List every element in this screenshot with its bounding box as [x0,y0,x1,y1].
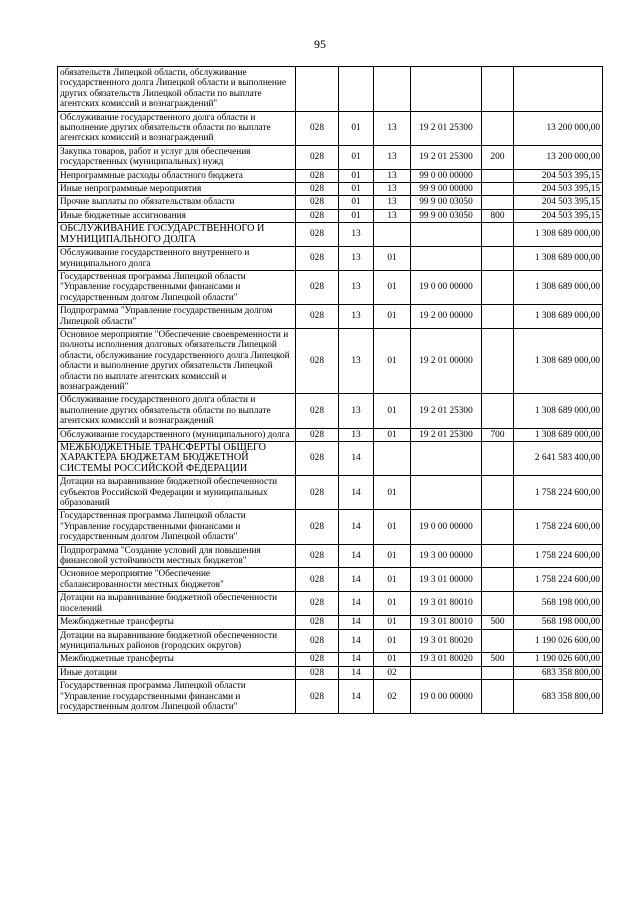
cell-subsection-code: 13 [374,111,411,145]
cell-target-article: 19 2 01 25300 [411,394,482,428]
cell-ministry-code: 028 [296,428,339,441]
table-row [58,680,603,714]
cell-ministry-code: 028 [296,111,339,145]
cell-section-code: 13 [339,223,374,247]
cell-expense-type [482,442,514,476]
table-row [58,145,603,169]
cell-amount: 1 308 689 000,00 [514,223,603,247]
cell-amount: 1 308 689 000,00 [514,394,603,428]
cell-subsection-code: 01 [374,510,411,544]
cell-amount: 13 200 000,00 [514,111,603,145]
cell-target-article: 19 3 00 00000 [411,544,482,568]
cell-subsection-code: 01 [374,568,411,592]
table-row [58,223,603,247]
budget-table [57,66,603,714]
cell-subsection-code [374,442,411,476]
table-row [58,629,603,653]
cell-subsection-code: 13 [374,145,411,169]
cell-ministry-code: 028 [296,592,339,616]
cell-name: Обслуживание государственного внутреннего и муниципального долга [58,247,296,271]
page-number: 95 [314,37,326,51]
cell-section-code: 13 [339,270,374,304]
cell-name: МЕЖБЮДЖЕТНЫЕ ТРАНСФЕРТЫ ОБЩЕГО ХАРАКТЕРА БЮДЖЕТАМ БЮДЖЕТНОЙ СИСТЕМЫ РОССИЙСКОЙ ФЕДЕРАЦИИ [58,442,296,476]
cell-target-article: 19 3 01 00000 [411,568,482,592]
cell-name: Дотации на выравнивание бюджетной обеспеченности субъектов Российской Федерации и муниципальных образований [58,476,296,510]
cell-ministry-code: 028 [296,270,339,304]
cell-name: Прочие выплаты по обязательствам области [58,196,296,209]
cell-name: Закупка товаров, работ и услуг для обеспечения государственных (муниципальных) нужд [58,145,296,169]
cell-subsection-code: 01 [374,592,411,616]
cell-target-article: 99 9 00 00000 [411,183,482,196]
cell-amount: 1 308 689 000,00 [514,328,603,393]
cell-section-code: 01 [339,183,374,196]
cell-expense-type [482,476,514,510]
cell-amount: 1 758 224 600,00 [514,476,603,510]
table-row [58,592,603,616]
cell-name: Межбюджетные трансферты [58,653,296,666]
table-row [58,428,603,441]
table-row [58,616,603,629]
table-row [58,666,603,679]
cell-subsection-code [374,67,411,112]
cell-amount: 1 758 224 600,00 [514,544,603,568]
cell-expense-type [482,394,514,428]
table-row [58,510,603,544]
table-row [58,67,603,112]
cell-amount: 568 198 000,00 [514,616,603,629]
cell-amount: 683 358 800,00 [514,666,603,679]
cell-ministry-code: 028 [296,196,339,209]
cell-amount: 1 308 689 000,00 [514,247,603,271]
cell-target-article: 99 0 00 00000 [411,169,482,182]
cell-expense-type [482,328,514,393]
cell-expense-type [482,223,514,247]
cell-ministry-code: 028 [296,544,339,568]
cell-amount [514,67,603,112]
cell-section-code: 13 [339,428,374,441]
cell-ministry-code: 028 [296,247,339,271]
cell-section-code: 14 [339,568,374,592]
table-body [58,67,603,714]
cell-subsection-code: 01 [374,328,411,393]
cell-target-article: 19 3 01 80020 [411,629,482,653]
cell-target-article: 19 2 01 25300 [411,428,482,441]
cell-subsection-code: 13 [374,169,411,182]
cell-section-code: 14 [339,616,374,629]
cell-expense-type [482,183,514,196]
cell-amount: 1 190 026 600,00 [514,629,603,653]
cell-expense-type [482,305,514,329]
cell-amount: 1 308 689 000,00 [514,428,603,441]
cell-target-article: 19 0 00 00000 [411,510,482,544]
cell-ministry-code: 028 [296,666,339,679]
cell-target-article: 99 9 00 03050 [411,196,482,209]
cell-name: Основное мероприятие "Обеспечение сбалансированности местных бюджетов" [58,568,296,592]
cell-section-code: 13 [339,247,374,271]
cell-expense-type: 800 [482,209,514,222]
cell-name: Обслуживание государственного долга области и выполнение других обязательств области по выплате агентских комиссий и вознаграждений [58,394,296,428]
cell-amount: 13 200 000,00 [514,145,603,169]
cell-target-article: 19 2 01 25300 [411,111,482,145]
cell-expense-type [482,247,514,271]
cell-name: Государственная программа Липецкой области "Управление государственными финансами и государственным долгом Липецкой области" [58,680,296,714]
cell-subsection-code: 01 [374,616,411,629]
cell-expense-type: 200 [482,145,514,169]
cell-section-code: 14 [339,666,374,679]
cell-expense-type [482,67,514,112]
cell-section-code: 14 [339,442,374,476]
cell-subsection-code: 01 [374,247,411,271]
table-row [58,169,603,182]
cell-ministry-code: 028 [296,209,339,222]
cell-ministry-code: 028 [296,442,339,476]
cell-target-article: 19 2 01 00000 [411,328,482,393]
cell-subsection-code: 01 [374,476,411,510]
cell-section-code: 14 [339,544,374,568]
table-row [58,544,603,568]
cell-target-article: 19 3 01 80020 [411,653,482,666]
cell-expense-type: 500 [482,653,514,666]
cell-section-code: 01 [339,169,374,182]
cell-ministry-code: 028 [296,653,339,666]
cell-name: Иные непрограммные мероприятия [58,183,296,196]
cell-subsection-code: 01 [374,629,411,653]
cell-section-code: 14 [339,629,374,653]
cell-expense-type: 500 [482,616,514,629]
cell-ministry-code [296,67,339,112]
cell-expense-type [482,510,514,544]
cell-expense-type [482,629,514,653]
cell-name: Иные бюджетные ассигнования [58,209,296,222]
cell-amount: 1 190 026 600,00 [514,653,603,666]
cell-ministry-code: 028 [296,223,339,247]
cell-ministry-code: 028 [296,616,339,629]
cell-target-article: 99 9 00 03050 [411,209,482,222]
cell-subsection-code: 01 [374,544,411,568]
cell-expense-type [482,196,514,209]
cell-section-code: 01 [339,196,374,209]
table-row [58,305,603,329]
cell-target-article [411,442,482,476]
cell-name: Иные дотации [58,666,296,679]
cell-name: Государственная программа Липецкой области "Управление государственными финансами и государственным долгом Липецкой области" [58,510,296,544]
cell-name: Межбюджетные трансферты [58,616,296,629]
table-row [58,247,603,271]
cell-name: Обслуживание государственного (муниципального) долга [58,428,296,441]
cell-expense-type: 700 [482,428,514,441]
cell-target-article: 19 2 00 00000 [411,305,482,329]
cell-amount: 204 503 395,15 [514,169,603,182]
cell-target-article: 19 3 01 80010 [411,592,482,616]
cell-ministry-code: 028 [296,476,339,510]
cell-expense-type [482,592,514,616]
cell-target-article [411,223,482,247]
cell-subsection-code: 13 [374,183,411,196]
cell-expense-type [482,568,514,592]
table-row [58,442,603,476]
cell-target-article [411,476,482,510]
cell-subsection-code: 13 [374,196,411,209]
cell-section-code: 14 [339,680,374,714]
cell-amount: 568 198 000,00 [514,592,603,616]
cell-section-code: 14 [339,653,374,666]
cell-amount: 683 358 800,00 [514,680,603,714]
cell-section-code: 13 [339,305,374,329]
cell-subsection-code: 02 [374,680,411,714]
table-row [58,568,603,592]
cell-amount: 1 308 689 000,00 [514,305,603,329]
cell-name: Подпрограмма "Управление государственным долгом Липецкой области" [58,305,296,329]
cell-name: обязательств Липецкой области, обслуживание государственного долга Липецкой области и выполнение других обязательств Липецкой области по выплате агентских комиссий и вознаграждений" [58,67,296,112]
cell-amount: 204 503 395,15 [514,196,603,209]
cell-target-article: 19 0 00 00000 [411,270,482,304]
cell-subsection-code: 01 [374,653,411,666]
cell-ministry-code: 028 [296,568,339,592]
cell-ministry-code: 028 [296,510,339,544]
cell-ministry-code: 028 [296,183,339,196]
cell-ministry-code: 028 [296,328,339,393]
table-row [58,209,603,222]
cell-expense-type [482,270,514,304]
cell-subsection-code: 01 [374,394,411,428]
cell-expense-type [482,111,514,145]
cell-name: Подпрограмма "Создание условий для повышения финансовой устойчивости местных бюджетов" [58,544,296,568]
table-row [58,183,603,196]
cell-amount: 204 503 395,15 [514,209,603,222]
cell-ministry-code: 028 [296,629,339,653]
cell-amount: 204 503 395,15 [514,183,603,196]
cell-amount: 2 641 583 400,00 [514,442,603,476]
table-row [58,270,603,304]
cell-expense-type [482,544,514,568]
cell-amount: 1 758 224 600,00 [514,510,603,544]
cell-name: ОБСЛУЖИВАНИЕ ГОСУДАРСТВЕННОГО И МУНИЦИПАЛЬНОГО ДОЛГА [58,223,296,247]
cell-target-article [411,666,482,679]
cell-target-article [411,247,482,271]
cell-target-article [411,67,482,112]
cell-subsection-code: 01 [374,305,411,329]
cell-section-code: 14 [339,510,374,544]
cell-subsection-code: 13 [374,209,411,222]
cell-expense-type [482,666,514,679]
cell-name: Основное мероприятие "Обеспечение своевременности и полноты исполнения долговых обязательств Липецкой области, обслуживание государственного долга Липецкой области и выполнение других обязательств Липецкой области по выплате агентских комиссий и вознаграждений" [58,328,296,393]
cell-amount: 1 758 224 600,00 [514,568,603,592]
cell-name: Государственная программа Липецкой области "Управление государственными финансами и государственным долгом Липецкой области" [58,270,296,304]
cell-section-code: 01 [339,111,374,145]
cell-subsection-code: 01 [374,428,411,441]
cell-section-code [339,67,374,112]
cell-section-code: 01 [339,145,374,169]
cell-target-article: 19 0 00 00000 [411,680,482,714]
table-row [58,111,603,145]
cell-name: Непрограммные расходы областного бюджета [58,169,296,182]
table-row [58,328,603,393]
table-row [58,476,603,510]
cell-subsection-code: 02 [374,666,411,679]
cell-target-article: 19 2 01 25300 [411,145,482,169]
cell-subsection-code: 01 [374,270,411,304]
cell-amount: 1 308 689 000,00 [514,270,603,304]
cell-name: Дотации на выравнивание бюджетной обеспеченности муниципальных районов (городских округов) [58,629,296,653]
cell-expense-type [482,680,514,714]
cell-subsection-code [374,223,411,247]
table-row [58,394,603,428]
cell-ministry-code: 028 [296,305,339,329]
cell-section-code: 14 [339,592,374,616]
cell-ministry-code: 028 [296,169,339,182]
cell-section-code: 14 [339,476,374,510]
cell-ministry-code: 028 [296,145,339,169]
cell-target-article: 19 3 01 80010 [411,616,482,629]
cell-name: Дотации на выравнивание бюджетной обеспеченности поселений [58,592,296,616]
cell-section-code: 13 [339,394,374,428]
cell-ministry-code: 028 [296,394,339,428]
cell-expense-type [482,169,514,182]
table-row [58,196,603,209]
cell-name: Обслуживание государственного долга области и выполнение других обязательств области по выплате агентских комиссий и вознаграждений [58,111,296,145]
cell-ministry-code: 028 [296,680,339,714]
cell-section-code: 13 [339,328,374,393]
cell-section-code: 01 [339,209,374,222]
table-row [58,653,603,666]
